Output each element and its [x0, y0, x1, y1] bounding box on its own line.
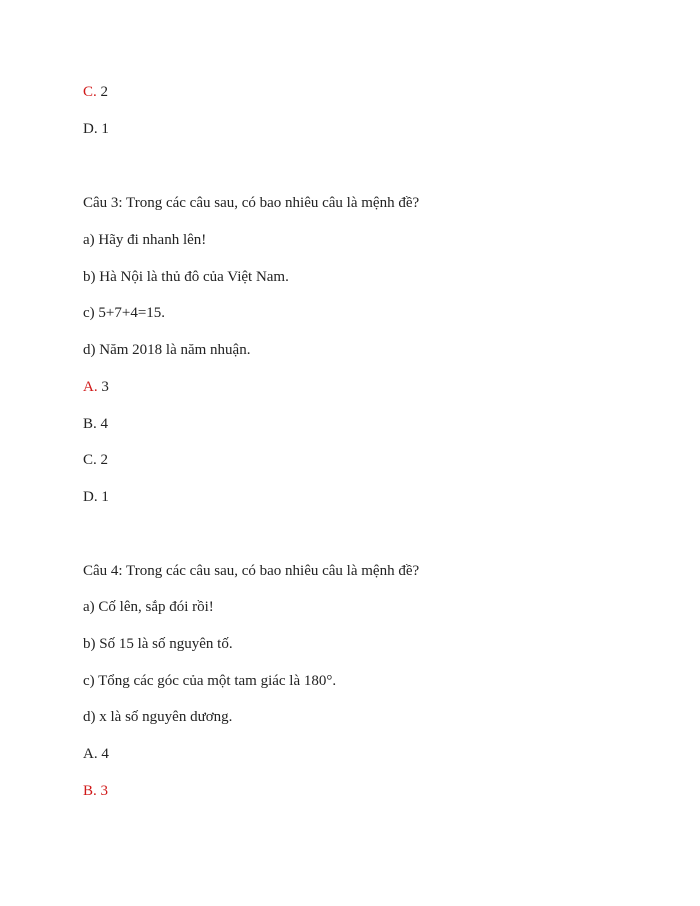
option-letter: D. [83, 489, 98, 505]
question-text: Câu 3: Trong các câu sau, có bao nhiêu câu là mệnh đề? [83, 195, 420, 211]
q3-option-a [83, 378, 109, 396]
q4-statement-b [83, 635, 233, 653]
option-text: 4 [97, 746, 109, 762]
statement-text: c) 5+7+4=15. [83, 305, 166, 321]
statement-text: d) Năm 2018 là năm nhuận. [83, 342, 251, 358]
option-letter: A. [83, 746, 98, 762]
option-text: 3 [96, 783, 109, 799]
q4-statement-a [83, 598, 214, 616]
q4-option-a [83, 745, 109, 763]
option-text: 3 [97, 379, 109, 395]
question-4-stem [83, 562, 419, 580]
option-c-q2 [83, 83, 108, 101]
option-text: 2 [96, 452, 109, 468]
option-letter: C. [83, 452, 97, 468]
q4-statement-d [83, 708, 232, 726]
statement-text: d) x là số nguyên dương. [83, 709, 233, 725]
option-letter: B. [83, 783, 97, 799]
statement-text: a) Cố lên, sắp đói rồi! [83, 599, 214, 615]
option-letter: C. [83, 84, 97, 100]
q3-statement-c [83, 304, 165, 322]
statement-text: b) Số 15 là số nguyên tố. [83, 636, 233, 652]
option-letter: A. [83, 379, 98, 395]
q3-statement-a [83, 231, 206, 249]
q3-statement-b [83, 268, 289, 286]
statement-text: a) Hãy đi nhanh lên! [83, 232, 207, 248]
option-letter: D. [83, 121, 98, 137]
q3-option-d [83, 488, 109, 506]
statement-text: c) Tổng các góc của một tam giác là 180°. [83, 673, 337, 689]
option-text: 2 [96, 84, 109, 100]
option-text: 1 [97, 489, 109, 505]
statement-text: b) Hà Nội là thủ đô của Việt Nam. [83, 269, 289, 285]
q4-statement-c [83, 672, 336, 690]
q3-option-c [83, 451, 108, 469]
q3-statement-d [83, 341, 250, 359]
question-3-stem [83, 194, 419, 212]
option-text: 4 [96, 416, 109, 432]
q4-option-b [83, 782, 108, 800]
option-d-q2 [83, 120, 109, 138]
option-letter: B. [83, 416, 97, 432]
q3-option-b [83, 415, 108, 433]
question-text: Câu 4: Trong các câu sau, có bao nhiêu câu là mệnh đề? [83, 563, 420, 579]
option-text: 1 [97, 121, 109, 137]
